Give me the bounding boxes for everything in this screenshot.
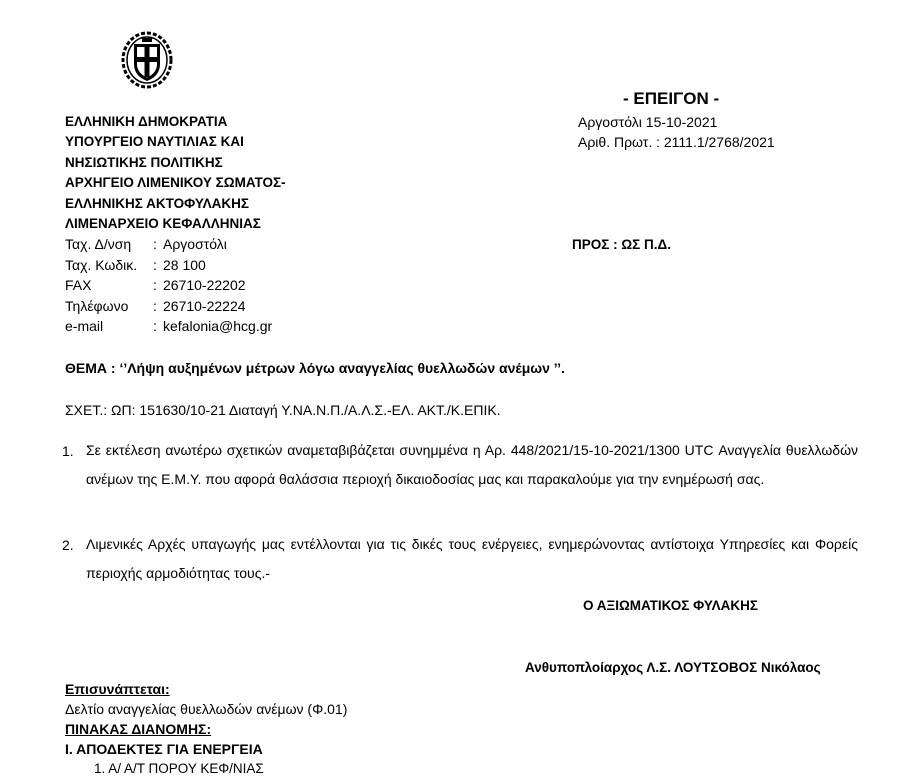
- urgency-label: - ΕΠΕΙΓΟΝ -: [623, 89, 720, 108]
- contact-postcode: Ταχ. Κωδικ. : 28 100: [65, 257, 206, 273]
- place-date: Αργοστόλι 15-10-2021: [578, 114, 718, 130]
- contact-value: kefalonia@hcg.gr: [163, 318, 273, 334]
- signature-title: Ο ΑΞΙΩΜΑΤΙΚΟΣ ΦΥΛΑΚΗΣ: [583, 598, 758, 613]
- paragraph-1: Σε εκτέλεση ανωτέρω σχετικών αναμεταβιβάζεται συνημμένα η Αρ. 448/2021/15-10-2021/1300 UTC Αναγγελία θυελλωδών ανέμων της Ε.Μ.Υ. που αφορά θαλάσσια περιοχή δικαιοδοσίας μας και παρακαλούμε για την ενημέρωσή σας.: [86, 442, 858, 487]
- contact-label: Ταχ. Κωδικ.: [65, 257, 138, 273]
- org-line: ΑΡΧΗΓΕΙΟ ΛΙΜΕΝΙΚΟΥ ΣΩΜΑΤΟΣ-: [65, 175, 286, 190]
- paragraph-number: 2.: [62, 537, 74, 553]
- distribution-heading: ΠΙΝΑΚΑΣ ΔΙΑΝΟΜΗΣ:: [65, 721, 212, 737]
- org-line: ΝΗΣΙΩΤΙΚΗΣ ΠΟΛΙΤΙΚΗΣ: [65, 155, 223, 170]
- contact-email: e-mail : kefalonia@hcg.gr: [65, 318, 273, 334]
- distribution-item: 1. Α/ Α/Τ ΠΟΡΟΥ ΚΕΦ/ΝΙΑΣ: [94, 761, 264, 776]
- attachments-heading: Επισυνάπτεται:: [65, 681, 170, 697]
- org-line: ΛΙΜΕΝΑΡΧΕΙΟ ΚΕΦΑΛΛΗΝΙΑΣ: [65, 216, 261, 231]
- subject-line: ΘΕΜΑ : ‘’Λήψη αυξημένων μέτρων λόγω αναγγελίας θυελλωδών ανέμων ’’.: [65, 360, 565, 376]
- contact-value: 26710-22224: [163, 298, 246, 314]
- org-line: ΕΛΛΗΝΙΚΗΣ ΑΚΤΟΦΥΛΑΚΗΣ: [65, 196, 249, 211]
- contact-label: FAX: [65, 277, 92, 293]
- contact-fax: FAX : 26710-22202: [65, 277, 246, 293]
- greek-coat-of-arms-icon: [121, 30, 173, 90]
- paragraph-number: 1.: [62, 443, 74, 459]
- org-line: ΥΠΟΥΡΓΕΙΟ ΝΑΥΤΙΛΙΑΣ ΚΑΙ: [65, 134, 244, 149]
- contact-phone: Τηλέφωνο : 26710-22224: [65, 298, 246, 314]
- recipient: ΠΡΟΣ : ΩΣ Π.Δ.: [572, 237, 671, 252]
- reference-line: ΣΧΕΤ.: ΩΠ: 151630/10-21 Διαταγή Υ.ΝΑ.Ν.Π./Α.Λ.Σ.-ΕΛ. ΑΚΤ./Κ.ΕΠΙΚ.: [65, 402, 501, 418]
- contact-label: e-mail: [65, 318, 104, 334]
- contact-value: 28 100: [163, 257, 206, 273]
- protocol-number: Αριθ. Πρωτ. : 2111.1/2768/2021: [578, 134, 775, 150]
- contact-label: Ταχ. Δ/νση: [65, 236, 132, 252]
- contact-value: Αργοστόλι: [163, 236, 227, 252]
- paragraph-2: Λιμενικές Αρχές υπαγωγής μας εντέλλονται για τις δικές τους ενέργειες, ενημερώνοντας αντίστοιχα Υπηρεσίες και Φορείς περιοχής αρμοδιότητας τους.-: [86, 536, 858, 581]
- signature-name: Ανθυποπλοίαρχος Λ.Σ. ΛΟΥΤΣΟΒΟΣ Νικόλαος: [525, 660, 821, 675]
- contact-label: Τηλέφωνο: [65, 298, 129, 314]
- contact-address: Ταχ. Δ/νση : Αργοστόλι: [65, 236, 227, 252]
- attachment-item: Δελτίο αναγγελίας θυελλωδών ανέμων (Φ.01): [65, 701, 348, 717]
- distribution-section: Ι. ΑΠΟΔΕΚΤΕΣ ΓΙΑ ΕΝΕΡΓΕΙΑ: [65, 741, 263, 757]
- contact-value: 26710-22202: [163, 277, 246, 293]
- org-line: ΕΛΛΗΝΙΚΗ ΔΗΜΟΚΡΑΤΙΑ: [65, 114, 228, 129]
